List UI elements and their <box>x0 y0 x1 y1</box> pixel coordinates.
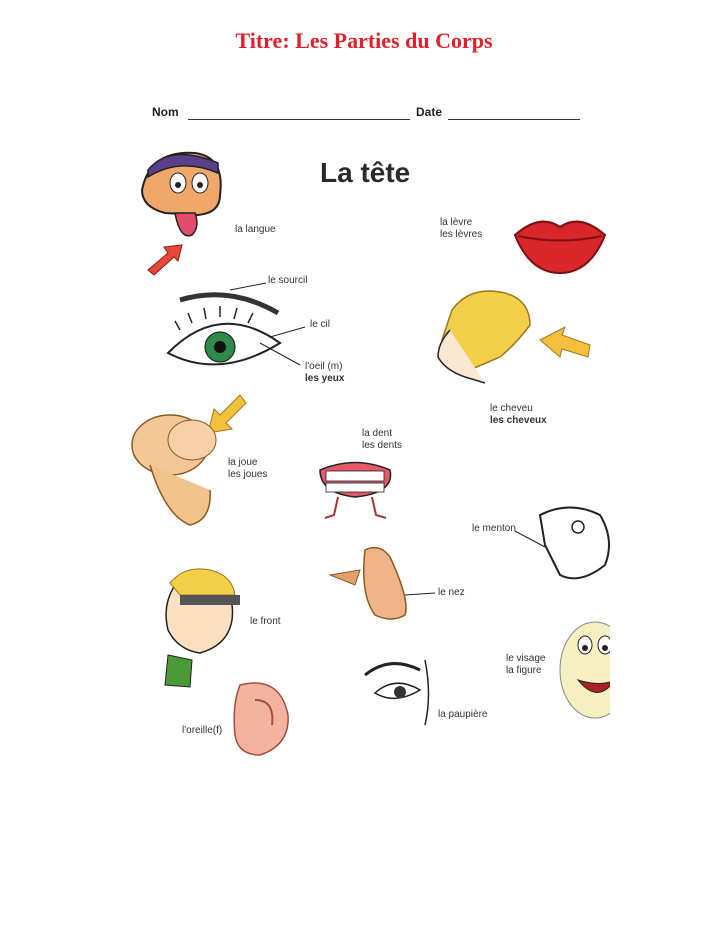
red-arrow <box>148 245 182 275</box>
forehead-illustration <box>165 569 240 687</box>
label-cheveu: le cheveu <box>490 403 533 414</box>
label-sourcil: le sourcil <box>268 275 308 286</box>
label-cheveux: les cheveux <box>490 415 547 426</box>
yellow-arrow-down <box>208 395 246 433</box>
label-dent: la dent <box>362 428 393 439</box>
worksheet <box>120 95 610 765</box>
eyelid-illustration <box>365 660 429 725</box>
yellow-arrow-right <box>540 327 590 357</box>
label-oreille: l'oreille(f) <box>182 725 223 736</box>
label-cil: le cil <box>310 319 331 330</box>
date-label: Date <box>416 105 443 119</box>
chin-illustration <box>540 508 609 579</box>
label-figure: la figure <box>506 665 542 676</box>
hair-illustration <box>438 291 530 383</box>
label-joue: la joue <box>228 457 258 468</box>
eye-illustration <box>168 295 280 365</box>
label-dents: les dents <box>362 440 403 451</box>
label-levre: la lèvre <box>440 217 473 228</box>
date-line <box>448 119 580 120</box>
ear-illustration <box>234 683 288 755</box>
label-oeil: l'oeil (m) <box>305 361 343 372</box>
label-paupiere: la paupière <box>438 709 488 720</box>
label-visage: le visage <box>506 653 546 664</box>
face-illustration <box>560 622 610 718</box>
cheeks-illustration <box>132 415 216 525</box>
page-title: Titre: Les Parties du Corps <box>235 28 493 53</box>
label-langue: la langue <box>235 224 276 235</box>
label-yeux: les yeux <box>305 373 345 384</box>
lips-illustration <box>515 222 605 273</box>
tongue-face-illustration <box>142 153 221 236</box>
name-label: Nom <box>152 105 179 119</box>
nose-illustration <box>330 548 406 619</box>
label-levres: les lèvres <box>440 229 483 240</box>
label-front: le front <box>250 616 281 627</box>
label-menton: le menton <box>472 523 516 534</box>
name-line <box>188 119 410 120</box>
label-nez: le nez <box>438 587 465 598</box>
section-heading: La tête <box>320 157 411 188</box>
teeth-illustration <box>320 463 391 519</box>
label-joues: les joues <box>228 469 268 480</box>
